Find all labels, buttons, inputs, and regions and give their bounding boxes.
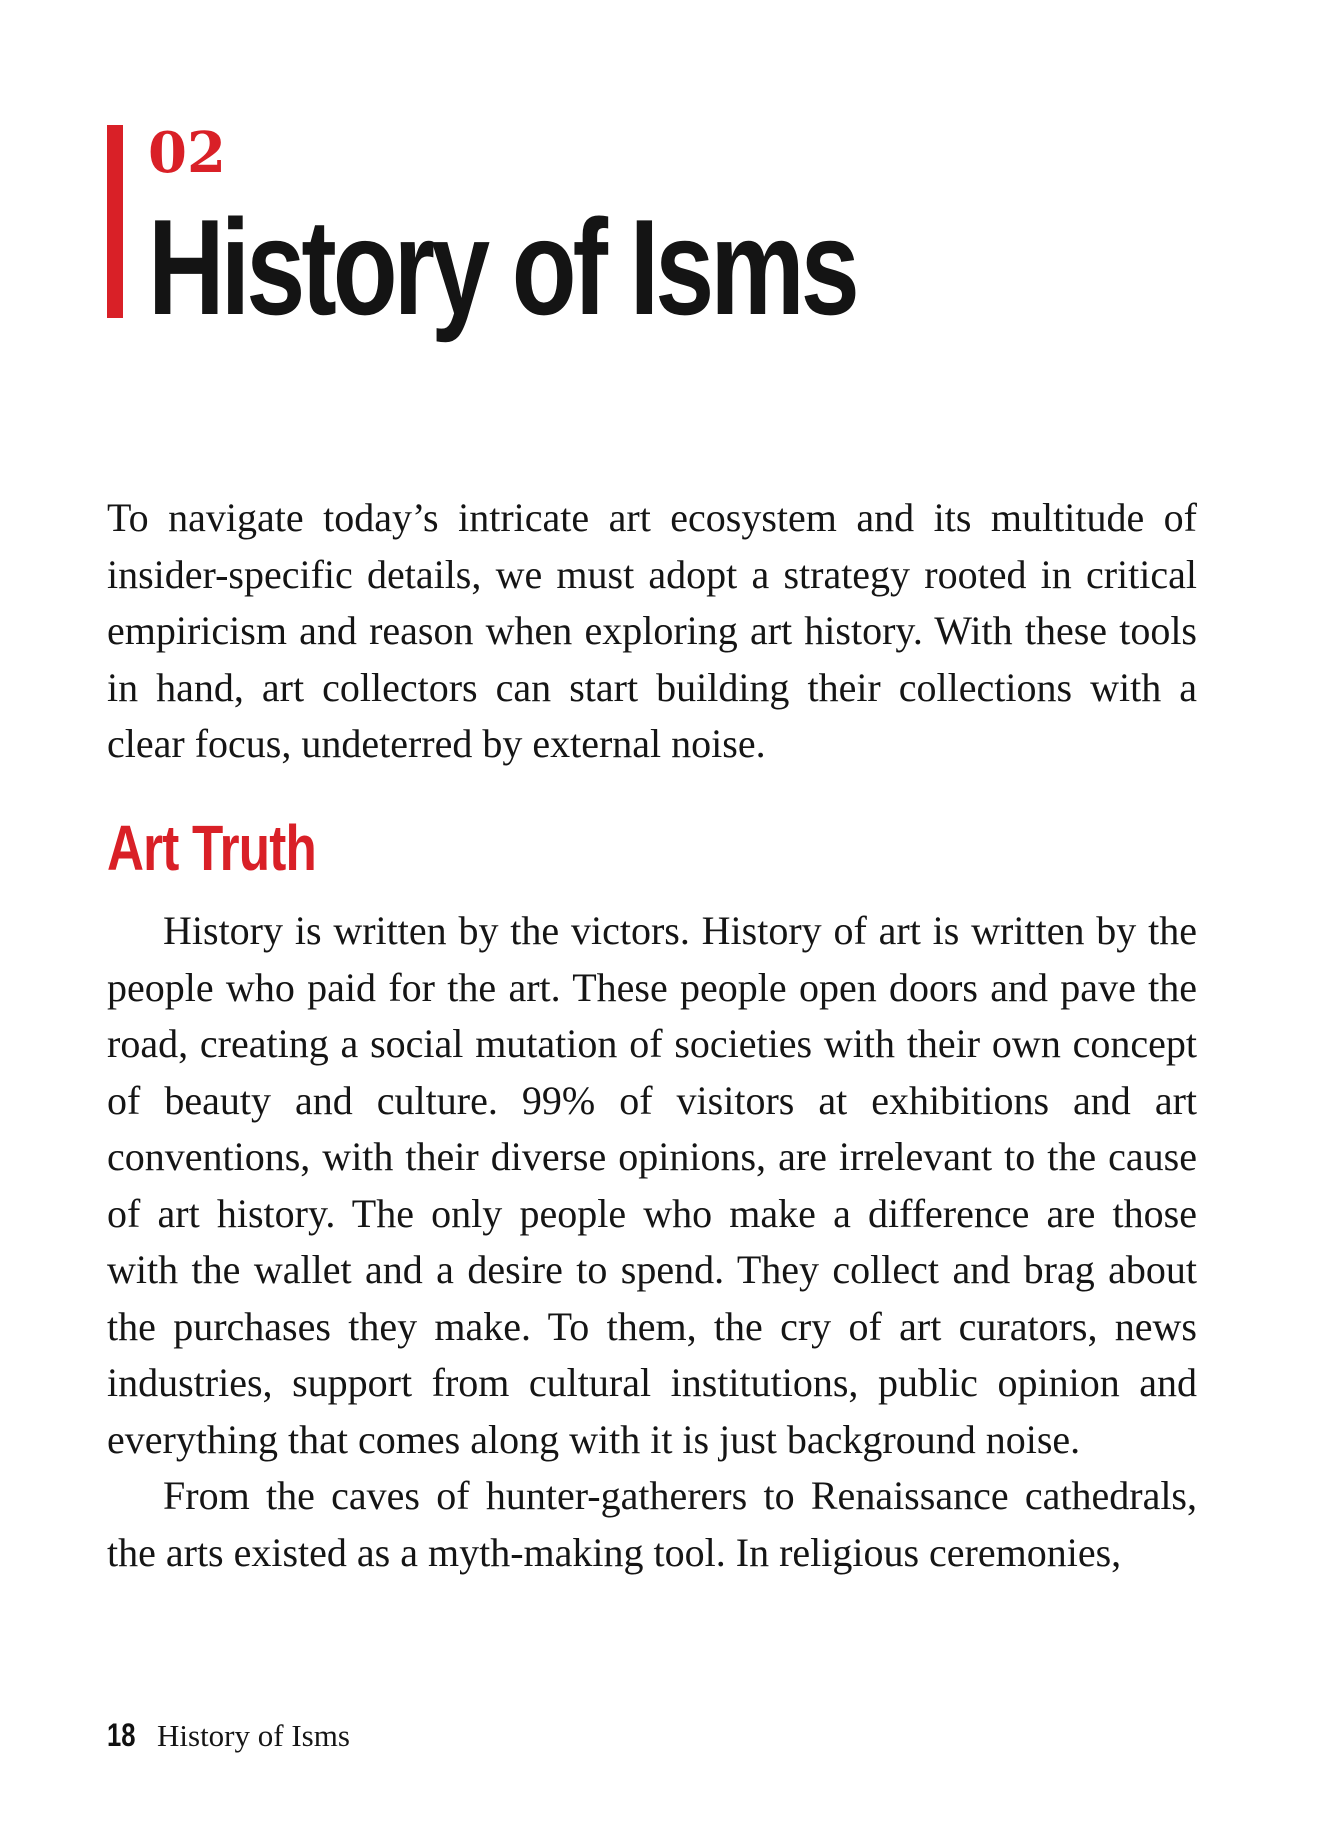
section-heading: Art Truth [107, 812, 316, 884]
chapter-title: History of Isms [148, 191, 856, 343]
section-paragraph: From the caves of hunter-gatherers to Renaissance cathedrals, the arts existed as a myth-making tool. In religious ceremonies, [107, 1473, 1197, 1575]
chapter-number: 02 [148, 120, 226, 186]
chapter-accent-bar [107, 125, 123, 318]
page-footer [107, 1715, 350, 1755]
section-paragraph: History is written by the victors. History of art is written by the people who paid for the art. These people open doors and pave the road, creating a social mutation of societies with their own concept of beauty and culture. 99% of visitors at exhibitions and art conventions, with their diverse opinions, are irrelevant to the cause of art history. The only people who make a difference are those with the wallet and a desire to spend. They collect and brag about the purchases they make. To them, the cry of art curators, news industries, support from cultural institutions, public opinion and everything that comes along with it is just background noise. [107, 908, 1197, 1462]
running-title: History of Isms [157, 1718, 350, 1753]
section-body [107, 903, 1197, 1581]
page-number: 18 [107, 1717, 136, 1753]
intro-paragraph: To navigate today’s intricate art ecosystem and its multitude of insider-specific details, we must adopt a strategy rooted in critical empiricism and reason when exploring art history. With these tools in hand, art collectors can start building their collections with a clear focus, undeterred by external noise. [107, 495, 1197, 766]
